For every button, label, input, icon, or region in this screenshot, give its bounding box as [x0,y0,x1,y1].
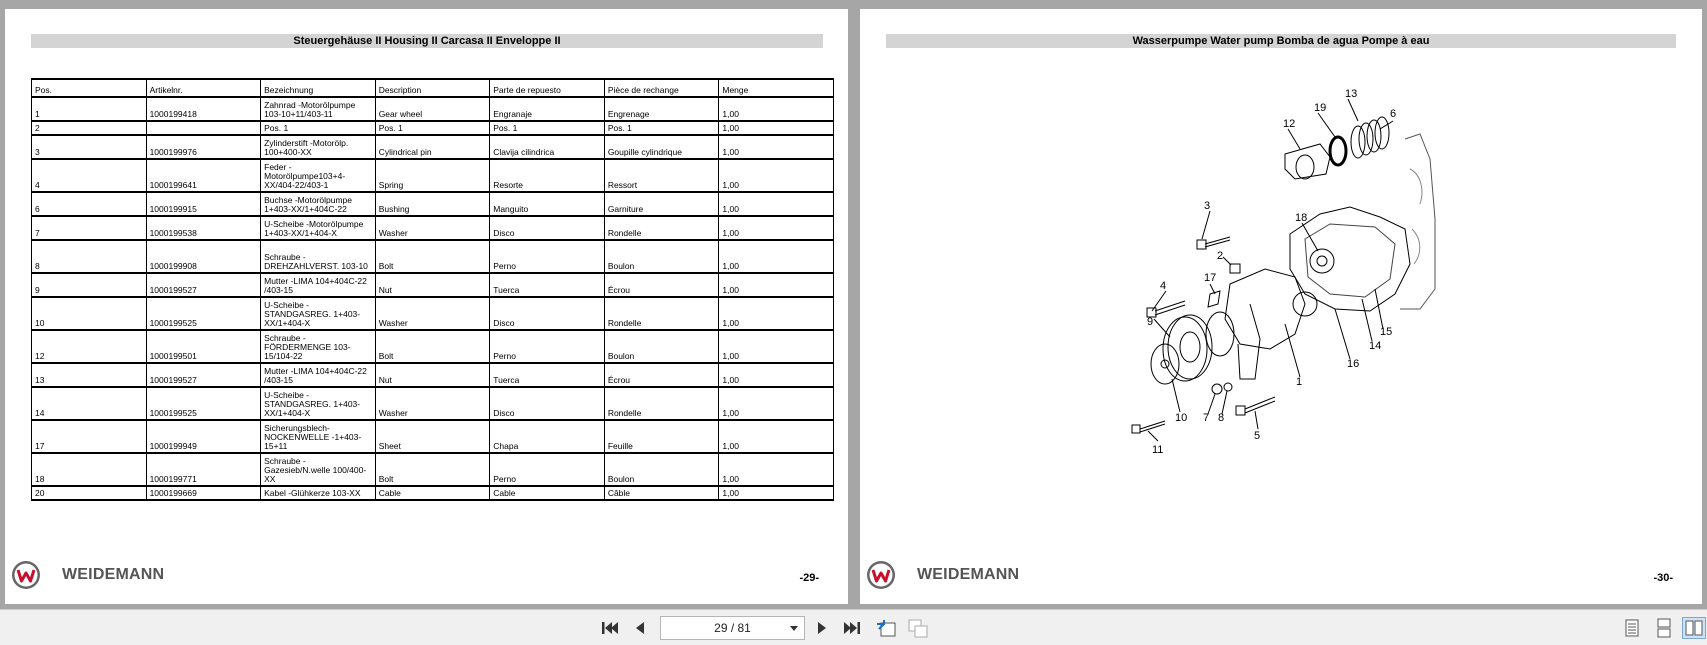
table-cell: 9 [32,273,147,297]
table-cell: 1000199641 [146,159,261,192]
table-row [32,159,834,192]
table-cell: Nut [375,363,490,387]
page-title: Wasserpumpe Water pump Bomba de agua Pompe à eau [886,34,1676,48]
table-cell: Disco [490,387,605,420]
parts-table [31,78,834,501]
table-cell: 1,00 [719,159,834,192]
table-cell: Kabel -Glühkerze 103-XX [261,486,376,500]
table-cell: Cable [375,486,490,500]
table-cell: Pos. 1 [490,121,605,135]
table-cell: 1000199771 [146,453,261,486]
table-cell: 1,00 [719,453,834,486]
table-cell: Écrou [604,273,719,297]
table-cell: 1,00 [719,240,834,273]
table-cell: Washer [375,387,490,420]
table-cell: 1000199976 [146,135,261,159]
brand-name: WEIDEMANN [917,566,1020,583]
table-cell: Boulon [604,240,719,273]
column-header: Pos. [32,79,147,97]
last-page-icon[interactable] [840,617,864,639]
table-cell: Bolt [375,240,490,273]
table-cell: 7 [32,216,147,240]
weidemann-logo-icon [11,560,41,590]
table-cell: 1000199527 [146,363,261,387]
table-row [32,297,834,330]
callout-label: 4 [1160,280,1167,292]
table-cell: Manguito [490,192,605,216]
water-pump-exploded-diagram [1090,79,1460,469]
table-cell: Perno [490,330,605,363]
column-header: Menge [719,79,834,97]
table-cell: Gear wheel [375,97,490,121]
table-cell: 8 [32,240,147,273]
table-cell: 1,00 [719,387,834,420]
column-header: Parte de repuesto [490,79,605,97]
page-title: Steuergehäuse II Housing II Carcasa II Enveloppe II [31,34,823,48]
page-29 [5,9,848,604]
page-number: -29- [799,572,819,584]
table-cell: Disco [490,297,605,330]
table-cell: Buchse -Motorölpumpe 1+403-XX/1+404C-22 [261,192,376,216]
go-forward-icon[interactable] [906,617,930,639]
page-number-selector[interactable] [660,616,805,640]
weidemann-logo-icon [866,560,896,590]
table-cell: 1,00 [719,486,834,500]
column-header: Pièce de rechange [604,79,719,97]
table-cell: 1,00 [719,192,834,216]
table-cell: Garniture [604,192,719,216]
callout-label: 17 [1204,272,1217,284]
table-body [32,97,834,500]
table-cell: Sheet [375,420,490,453]
callout-label: 16 [1347,358,1360,370]
table-cell: Tuerca [490,363,605,387]
table-cell: Câble [604,486,719,500]
table-cell: Chapa [490,420,605,453]
table-cell: Cylindrical pin [375,135,490,159]
column-header: Bezeichnung [261,79,376,97]
table-cell: 1000199525 [146,297,261,330]
table-row [32,216,834,240]
single-page-view-icon[interactable] [1620,617,1644,639]
callout-label: 8 [1218,412,1225,424]
table-cell: Nut [375,273,490,297]
brand-name: WEIDEMANN [62,566,165,583]
table-cell: Goupille cylindrique [604,135,719,159]
continuous-view-icon[interactable] [1652,617,1676,639]
table-cell: 1 [32,97,147,121]
go-back-icon[interactable] [874,617,898,639]
callout-label: 6 [1390,108,1397,120]
table-cell: 1,00 [719,363,834,387]
table-cell: Rondelle [604,387,719,420]
table-cell: 1,00 [719,216,834,240]
table-cell: 1000199915 [146,192,261,216]
table-cell: Tuerca [490,273,605,297]
callout-label: 11 [1152,444,1164,456]
callout-label: 14 [1369,340,1382,352]
prev-page-icon[interactable] [628,617,652,639]
table-cell: 18 [32,453,147,486]
table-cell: 1,00 [719,273,834,297]
table-cell: Boulon [604,330,719,363]
table-cell: 14 [32,387,147,420]
table-row [32,363,834,387]
table-header-row [32,79,834,97]
callout-label: 12 [1283,118,1296,130]
table-cell: 1,00 [719,330,834,363]
table-row [32,97,834,121]
table-cell: Mutter -LIMA 104+404C-22 /403-15 [261,273,376,297]
table-cell: 1000199949 [146,420,261,453]
table-cell: 4 [32,159,147,192]
table-cell: Pos. 1 [261,121,376,135]
callout-label: 2 [1217,250,1224,262]
table-cell: Bushing [375,192,490,216]
table-cell: Bolt [375,330,490,363]
first-page-icon[interactable] [598,617,622,639]
callout-label: 1 [1296,376,1303,388]
table-cell: 17 [32,420,147,453]
callout-label: 13 [1345,88,1358,100]
table-row [32,135,834,159]
navigation-toolbar [0,609,1707,645]
table-cell: 3 [32,135,147,159]
table-cell: Schraube - DREHZAHLVERST. 103-10 [261,240,376,273]
callout-label: 10 [1175,412,1188,424]
table-cell: Washer [375,216,490,240]
page-number: -30- [1653,572,1673,584]
table-cell: 6 [32,192,147,216]
table-cell: 1000199527 [146,273,261,297]
table-row [32,121,834,135]
table-cell: 1,00 [719,420,834,453]
two-page-view-icon[interactable] [1682,617,1706,639]
callout-label: 3 [1204,200,1211,212]
table-row [32,420,834,453]
table-cell: Schraube - Gazesieb/N.welle 100/400-XX [261,453,376,486]
table-cell: Perno [490,453,605,486]
table-cell: Cable [490,486,605,500]
table-cell: U-Scheibe - STANDGASREG. 1+403-XX/1+404-X [261,387,376,420]
table-cell: Feder - Motorölpumpe103+4-XX/404-22/403-1 [261,159,376,192]
table-cell: 1000199538 [146,216,261,240]
callout-label: 18 [1295,212,1308,224]
table-cell: Resorte [490,159,605,192]
table-row [32,387,834,420]
table-cell: Disco [490,216,605,240]
callout-label: 9 [1147,316,1154,328]
table-cell: Engrenage [604,97,719,121]
page-30 [860,9,1702,604]
table-cell: 10 [32,297,147,330]
table-cell: 2 [32,121,147,135]
table-cell [146,121,261,135]
callout-label: 15 [1380,326,1393,338]
table-cell: Washer [375,297,490,330]
table-cell: U-Scheibe -Motorölpumpe 1+403-XX/1+404-X [261,216,376,240]
table-cell: Rondelle [604,216,719,240]
table-cell: Zylinderstift -Motorölp. 100+400-XX [261,135,376,159]
table-cell: 1000199501 [146,330,261,363]
table-cell: Engranaje [490,97,605,121]
table-row [32,192,834,216]
table-cell: Mutter -LIMA 104+404C-22 /403-15 [261,363,376,387]
table-cell: 1000199525 [146,387,261,420]
table-cell: Pos. 1 [375,121,490,135]
table-cell: 1,00 [719,97,834,121]
table-cell: Spring [375,159,490,192]
table-cell: Feuille [604,420,719,453]
table-cell: U-Scheibe - STANDGASREG. 1+403-XX/1+404-X [261,297,376,330]
table-cell: 1000199669 [146,486,261,500]
table-cell: 1000199418 [146,97,261,121]
table-cell: 1,00 [719,297,834,330]
page-indicator: 29 / 81 [714,621,751,635]
table-cell: Boulon [604,453,719,486]
column-header: Artikelnr. [146,79,261,97]
callout-label: 7 [1203,412,1210,424]
table-cell: Schraube - FÖRDERMENGE 103-15/104-22 [261,330,376,363]
table-cell: Rondelle [604,297,719,330]
next-page-icon[interactable] [810,617,834,639]
table-cell: 12 [32,330,147,363]
table-cell: 1,00 [719,135,834,159]
table-cell: Perno [490,240,605,273]
column-header: Description [375,79,490,97]
table-row [32,453,834,486]
table-cell: 1000199908 [146,240,261,273]
chevron-down-icon [790,626,798,631]
table-cell: Pos. 1 [604,121,719,135]
table-cell: 20 [32,486,147,500]
table-row [32,330,834,363]
table-cell: Ressort [604,159,719,192]
callout-label: 5 [1254,430,1261,442]
table-cell: Bolt [375,453,490,486]
table-row [32,240,834,273]
table-cell: Écrou [604,363,719,387]
table-row [32,273,834,297]
callout-label: 19 [1314,102,1327,114]
table-cell: 1,00 [719,121,834,135]
table-cell: 13 [32,363,147,387]
table-cell: Sicherungsblech- NOCKENWELLE -1+403-15+11 [261,420,376,453]
table-row [32,486,834,500]
table-cell: Clavija cilindrica [490,135,605,159]
table-cell: Zahnrad -Motorölpumpe 103-10+11/403-11 [261,97,376,121]
